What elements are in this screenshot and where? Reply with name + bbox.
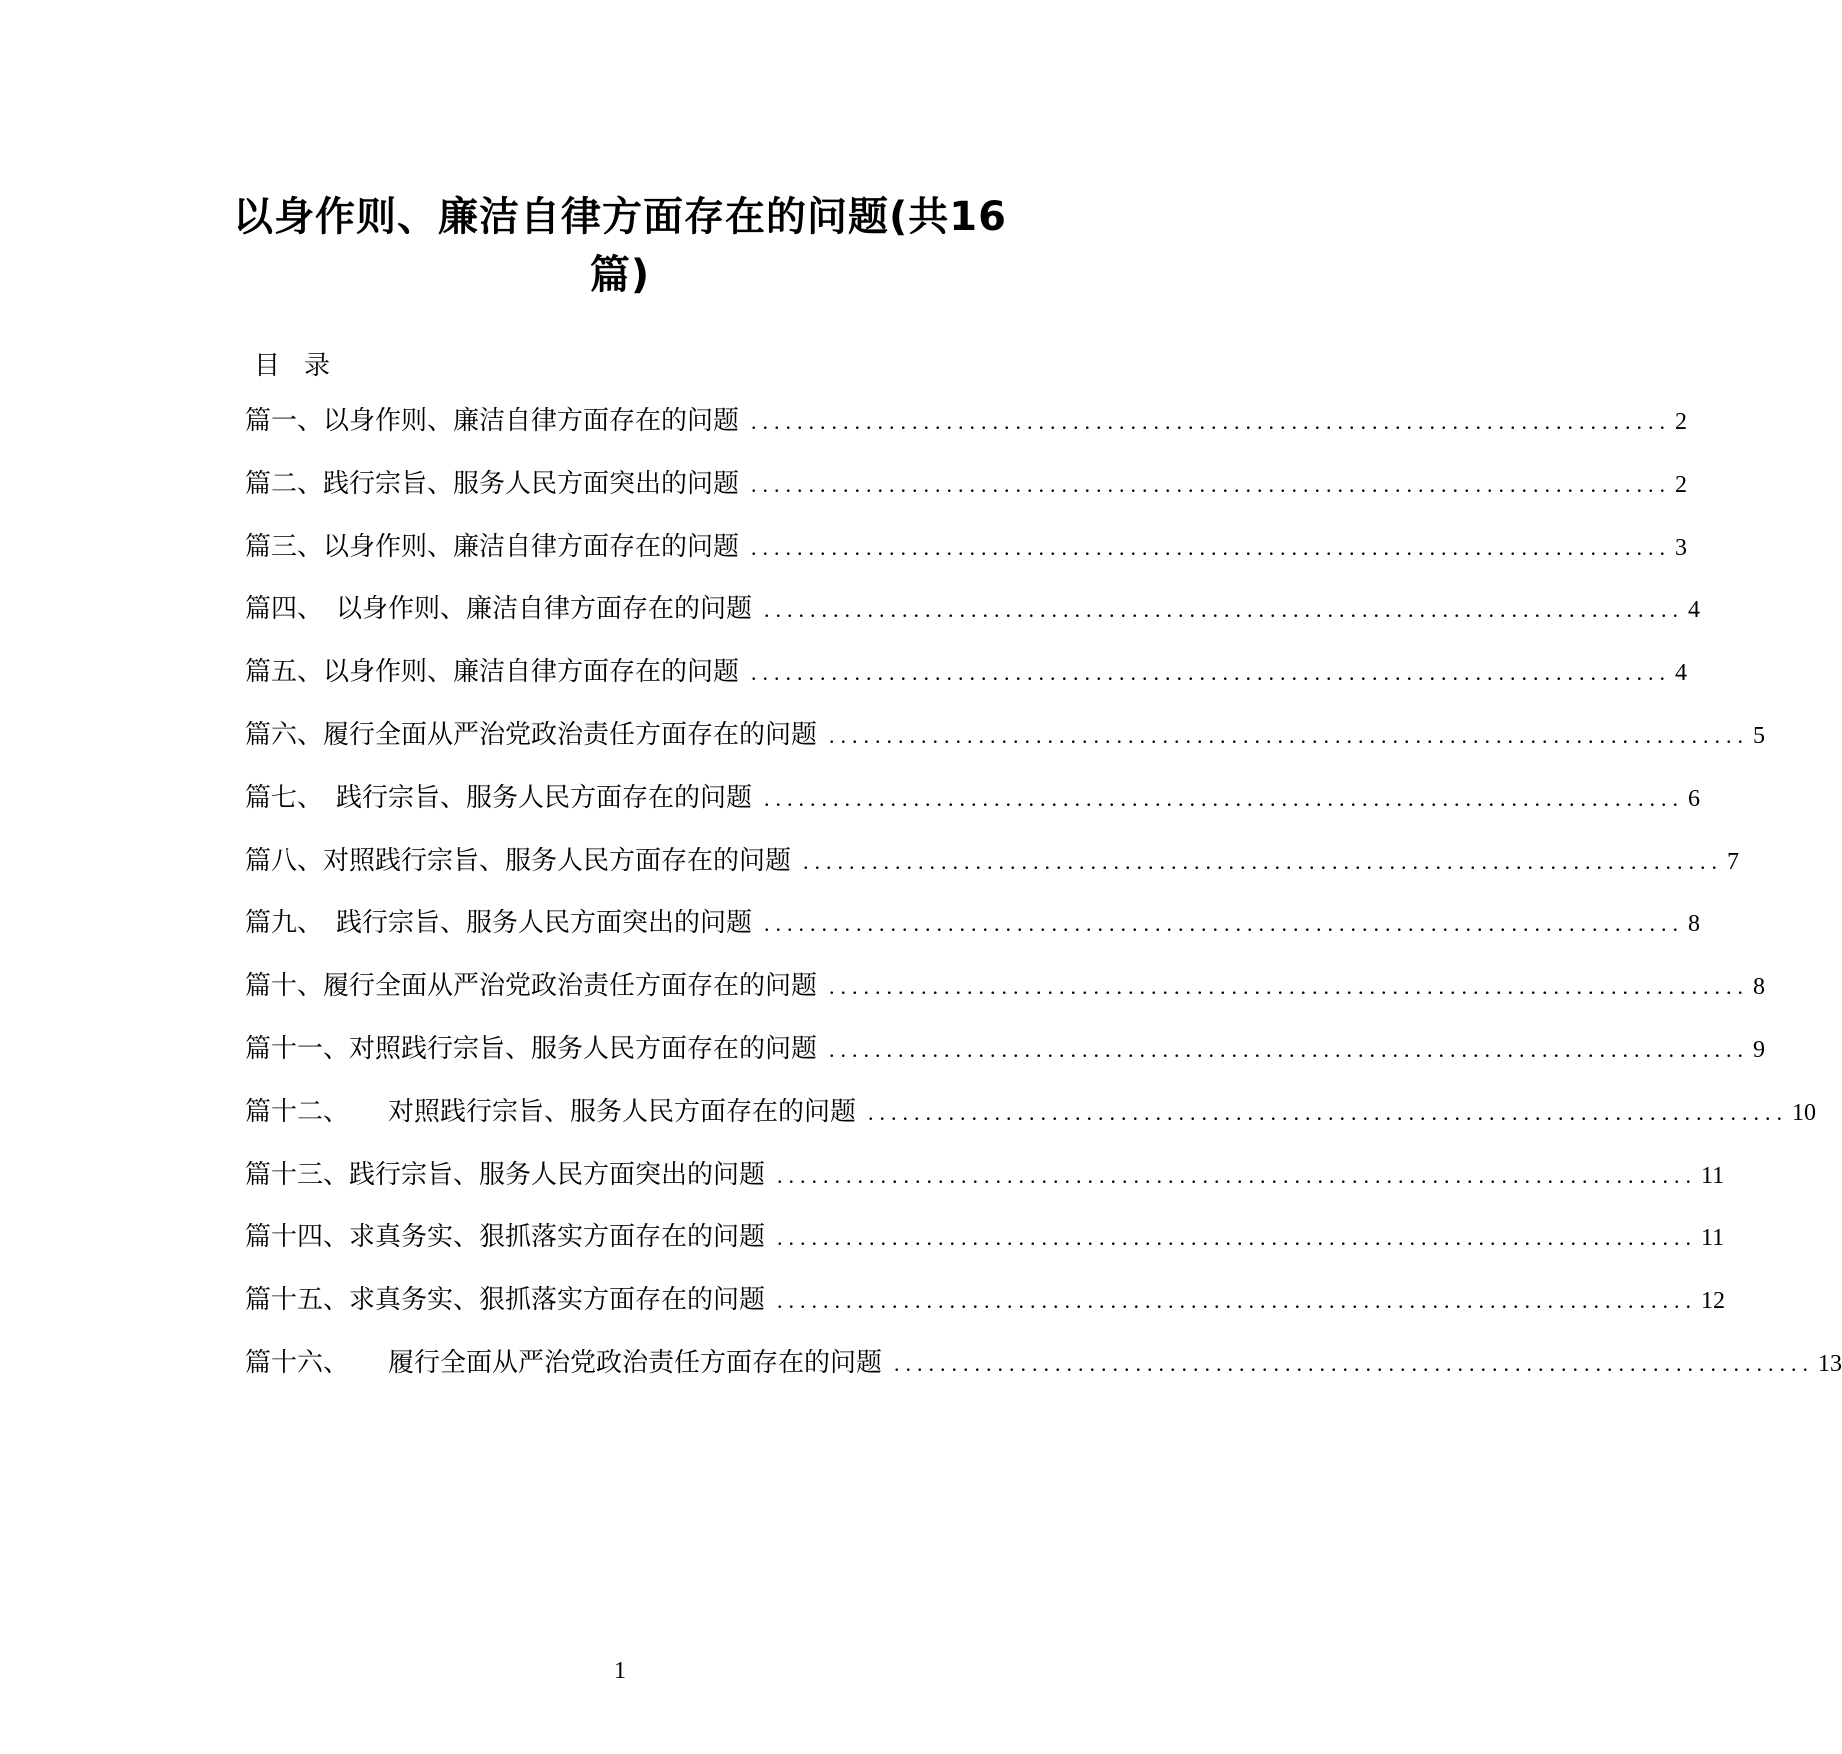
document-title	[150, 188, 1090, 304]
toc-entry-page: 9	[1753, 1036, 1766, 1063]
toc-entry[interactable]	[245, 526, 1688, 589]
toc-dot-leader: ................................................................................	[764, 911, 1685, 937]
toc-dot-leader: ................................................................................	[829, 974, 1750, 1000]
toc-dot-leader: ................................................................................	[829, 1036, 1750, 1062]
toc-entry[interactable]	[245, 1091, 1817, 1154]
toc-entry-label: 篇六、履行全面从严治党政治责任方面存在的问题	[245, 719, 818, 750]
toc-entry-page: 2	[1675, 409, 1688, 435]
toc-entry[interactable]	[245, 651, 1688, 714]
toc-entry-page: 13	[1818, 1350, 1842, 1377]
toc-entry-page: 8	[1753, 974, 1766, 1001]
toc-entry-page: 8	[1688, 911, 1701, 938]
toc-dot-leader: ................................................................................	[751, 471, 1672, 497]
toc-dot-leader: ................................................................................	[777, 1162, 1698, 1188]
toc-entry[interactable]	[245, 1216, 1725, 1279]
toc-entry-page: 11	[1701, 1162, 1725, 1189]
toc-entry-page: 7	[1727, 848, 1740, 875]
toc-entry-label: 篇十二、 对照践行宗旨、服务人民方面存在的问题	[245, 1096, 857, 1127]
toc-dot-leader: ................................................................................	[868, 1099, 1789, 1125]
toc-entry-page: 10	[1792, 1099, 1817, 1126]
toc-entry[interactable]	[245, 714, 1766, 777]
document-title-line-1: 以身作则、廉洁自律方面存在的问题(共16	[233, 194, 1007, 240]
toc-entry-label: 篇十、履行全面从严治党政治责任方面存在的问题	[245, 971, 818, 1002]
toc-dot-leader: ................................................................................	[751, 534, 1672, 560]
toc-entry[interactable]	[245, 965, 1766, 1028]
toc-entry[interactable]	[245, 1342, 1842, 1405]
toc-entry[interactable]	[245, 1279, 1726, 1342]
toc-dot-leader: ................................................................................	[751, 409, 1672, 434]
toc-entry-label: 篇七、 践行宗旨、服务人民方面存在的问题	[245, 782, 753, 813]
toc-entry-label: 篇十三、践行宗旨、服务人民方面突出的问题	[245, 1159, 766, 1190]
toc-entry-label: 篇八、对照践行宗旨、服务人民方面存在的问题	[245, 845, 792, 876]
toc-entry-label: 篇二、践行宗旨、服务人民方面突出的问题	[245, 468, 740, 499]
toc-entry[interactable]	[245, 588, 1701, 651]
toc-entry-label: 篇三、以身作则、廉洁自律方面存在的问题	[245, 531, 740, 562]
toc-entry[interactable]	[245, 840, 1740, 903]
toc-entry-page: 2	[1675, 471, 1688, 498]
toc-entry[interactable]	[245, 1154, 1725, 1217]
toc-entry-page: 5	[1753, 722, 1766, 749]
page-number: 1	[614, 1658, 626, 1684]
toc-entry-page: 4	[1675, 660, 1688, 687]
toc-entry-label: 篇十六、 履行全面从严治党政治责任方面存在的问题	[245, 1347, 883, 1378]
toc-entry-label: 篇十一、对照践行宗旨、服务人民方面存在的问题	[245, 1033, 818, 1064]
toc-entry-label: 篇五、以身作则、廉洁自律方面存在的问题	[245, 657, 740, 688]
toc-entry[interactable]	[245, 902, 1701, 965]
toc-entry-label: 篇十五、求真务实、狠抓落实方面存在的问题	[245, 1285, 766, 1316]
toc-entry[interactable]	[245, 777, 1701, 840]
toc-dot-leader: ................................................................................	[777, 1225, 1698, 1251]
toc-dot-leader: ................................................................................	[803, 848, 1724, 874]
toc-dot-leader: ................................................................................	[777, 1288, 1698, 1314]
toc-heading: 目录	[254, 351, 355, 381]
document-title-line-2: 篇)	[589, 252, 651, 298]
toc-dot-leader: ................................................................................	[894, 1350, 1815, 1376]
toc-dot-leader: ................................................................................	[829, 722, 1750, 748]
toc-dot-leader: ................................................................................	[764, 785, 1685, 811]
toc-entry-page: 6	[1688, 785, 1701, 812]
table-of-contents	[245, 400, 1842, 1405]
toc-entry[interactable]	[245, 463, 1688, 526]
toc-entry[interactable]	[245, 1028, 1766, 1091]
toc-entry-label: 篇九、 践行宗旨、服务人民方面突出的问题	[245, 908, 753, 939]
toc-entry-label: 篇一、以身作则、廉洁自律方面存在的问题	[245, 406, 740, 436]
toc-entry-page: 11	[1701, 1225, 1725, 1252]
toc-entry-page: 12	[1701, 1288, 1726, 1315]
toc-entry-page: 3	[1675, 534, 1688, 561]
toc-entry-page: 4	[1688, 597, 1701, 624]
toc-dot-leader: ................................................................................	[751, 660, 1672, 686]
toc-entry-label: 篇四、 以身作则、廉洁自律方面存在的问题	[245, 594, 753, 625]
toc-entry-label: 篇十四、求真务实、狠抓落实方面存在的问题	[245, 1222, 766, 1253]
toc-entry[interactable]	[245, 400, 1688, 463]
toc-dot-leader: ................................................................................	[764, 597, 1685, 623]
